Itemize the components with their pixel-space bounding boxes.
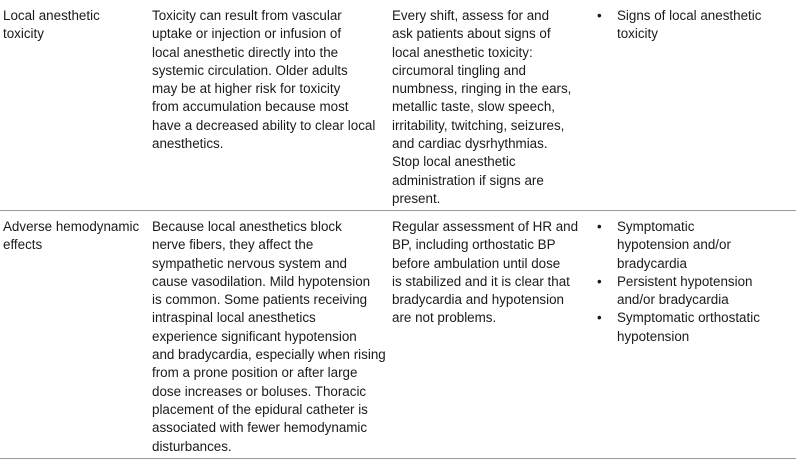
description-text: from a prone position or after large bbox=[152, 365, 358, 381]
bullet-item bbox=[597, 218, 792, 273]
bullet-text: hypotension bbox=[617, 328, 690, 344]
description-text: may be at higher risk for toxicity bbox=[152, 81, 341, 97]
assessment-text: ask patients about signs of bbox=[392, 26, 551, 42]
description-cell bbox=[152, 7, 377, 153]
assessment-text: Stop local anesthetic bbox=[392, 154, 516, 170]
description-text: Because local anesthetics block bbox=[152, 219, 342, 234]
description-text: nerve fibers, they affect the bbox=[152, 237, 314, 253]
bullet-text: and/or bradycardia bbox=[617, 292, 729, 308]
bullet-text: bradycardia bbox=[617, 255, 687, 271]
condition-text: toxicity bbox=[3, 26, 44, 42]
bullet-text: • Persistent hypotension bbox=[617, 273, 753, 289]
assessment-text: are not problems. bbox=[392, 310, 497, 326]
assessment-text: present. bbox=[392, 190, 441, 206]
condition-cell bbox=[3, 218, 143, 255]
bullet-text: • Signs of local anesthetic bbox=[617, 8, 762, 23]
condition-text: Local anesthetic bbox=[3, 8, 100, 23]
description-text: intraspinal local anesthetics bbox=[152, 310, 316, 326]
assessment-text: metallic taste, slow speech, bbox=[392, 99, 555, 115]
description-text: associated with fewer hemodynamic bbox=[152, 420, 368, 436]
bullet-text: hypotension and/or bbox=[617, 237, 731, 253]
assessment-text: is stabilized and it is clear that bbox=[392, 273, 570, 289]
assessment-cell bbox=[392, 7, 582, 208]
report-cell bbox=[597, 7, 792, 44]
assessment-text: BP, including orthostatic BP bbox=[392, 237, 556, 253]
description-text: systemic circulation. Older adults bbox=[152, 62, 348, 78]
description-text: dose increases or boluses. Thoracic bbox=[152, 383, 367, 399]
bullet-item bbox=[597, 309, 792, 346]
assessment-text: irritability, twitching, seizures, bbox=[392, 117, 565, 133]
condition-text: Adverse hemodynamic bbox=[3, 219, 140, 234]
description-text: anesthetics. bbox=[152, 136, 224, 152]
description-text: Toxicity can result from vascular bbox=[152, 8, 342, 23]
description-text: have a decreased ability to clear local bbox=[152, 117, 376, 133]
condition-cell bbox=[3, 7, 143, 44]
assessment-text: Every shift, assess for and bbox=[392, 8, 550, 23]
assessment-cell bbox=[392, 218, 582, 328]
table-row bbox=[0, 0, 796, 211]
assessment-text: bradycardia and hypotension bbox=[392, 292, 564, 308]
assessment-text: before ambulation until dose bbox=[392, 255, 561, 271]
description-cell bbox=[152, 218, 386, 456]
description-text: from accumulation because most bbox=[152, 99, 349, 115]
assessment-text: local anesthetic toxicity: bbox=[392, 44, 533, 60]
table-row bbox=[0, 211, 796, 459]
assessment-text: circumoral tingling and bbox=[392, 62, 526, 78]
description-text: placement of the epidural catheter is bbox=[152, 401, 368, 417]
condition-text: effects bbox=[3, 237, 43, 253]
description-text: local anesthetic directly into the bbox=[152, 44, 339, 60]
bullet-item bbox=[597, 7, 792, 44]
report-cell bbox=[597, 218, 792, 346]
bullet-text: • Symptomatic orthostatic bbox=[617, 310, 760, 326]
assessment-text: numbness, ringing in the ears, bbox=[392, 81, 572, 97]
assessment-text: administration if signs are bbox=[392, 172, 544, 188]
description-text: and bradycardia, especially when rising bbox=[152, 347, 386, 363]
bullet-item bbox=[597, 273, 792, 310]
assessment-text: and cardiac dysrhythmias. bbox=[392, 136, 548, 152]
description-text: is common. Some patients receiving bbox=[152, 292, 368, 308]
description-text: experience significant hypotension bbox=[152, 328, 357, 344]
assessment-text: Regular assessment of HR and bbox=[392, 219, 579, 234]
description-text: uptake or injection or infusion of bbox=[152, 26, 342, 42]
description-text: disturbances. bbox=[152, 438, 232, 454]
bullet-list bbox=[597, 218, 792, 346]
bullet-list bbox=[597, 7, 792, 44]
description-text: sympathetic nervous system and bbox=[152, 255, 347, 271]
bullet-text: toxicity bbox=[617, 26, 658, 42]
bullet-text: • Symptomatic bbox=[617, 219, 695, 234]
description-text: cause vasodilation. Mild hypotension bbox=[152, 273, 371, 289]
